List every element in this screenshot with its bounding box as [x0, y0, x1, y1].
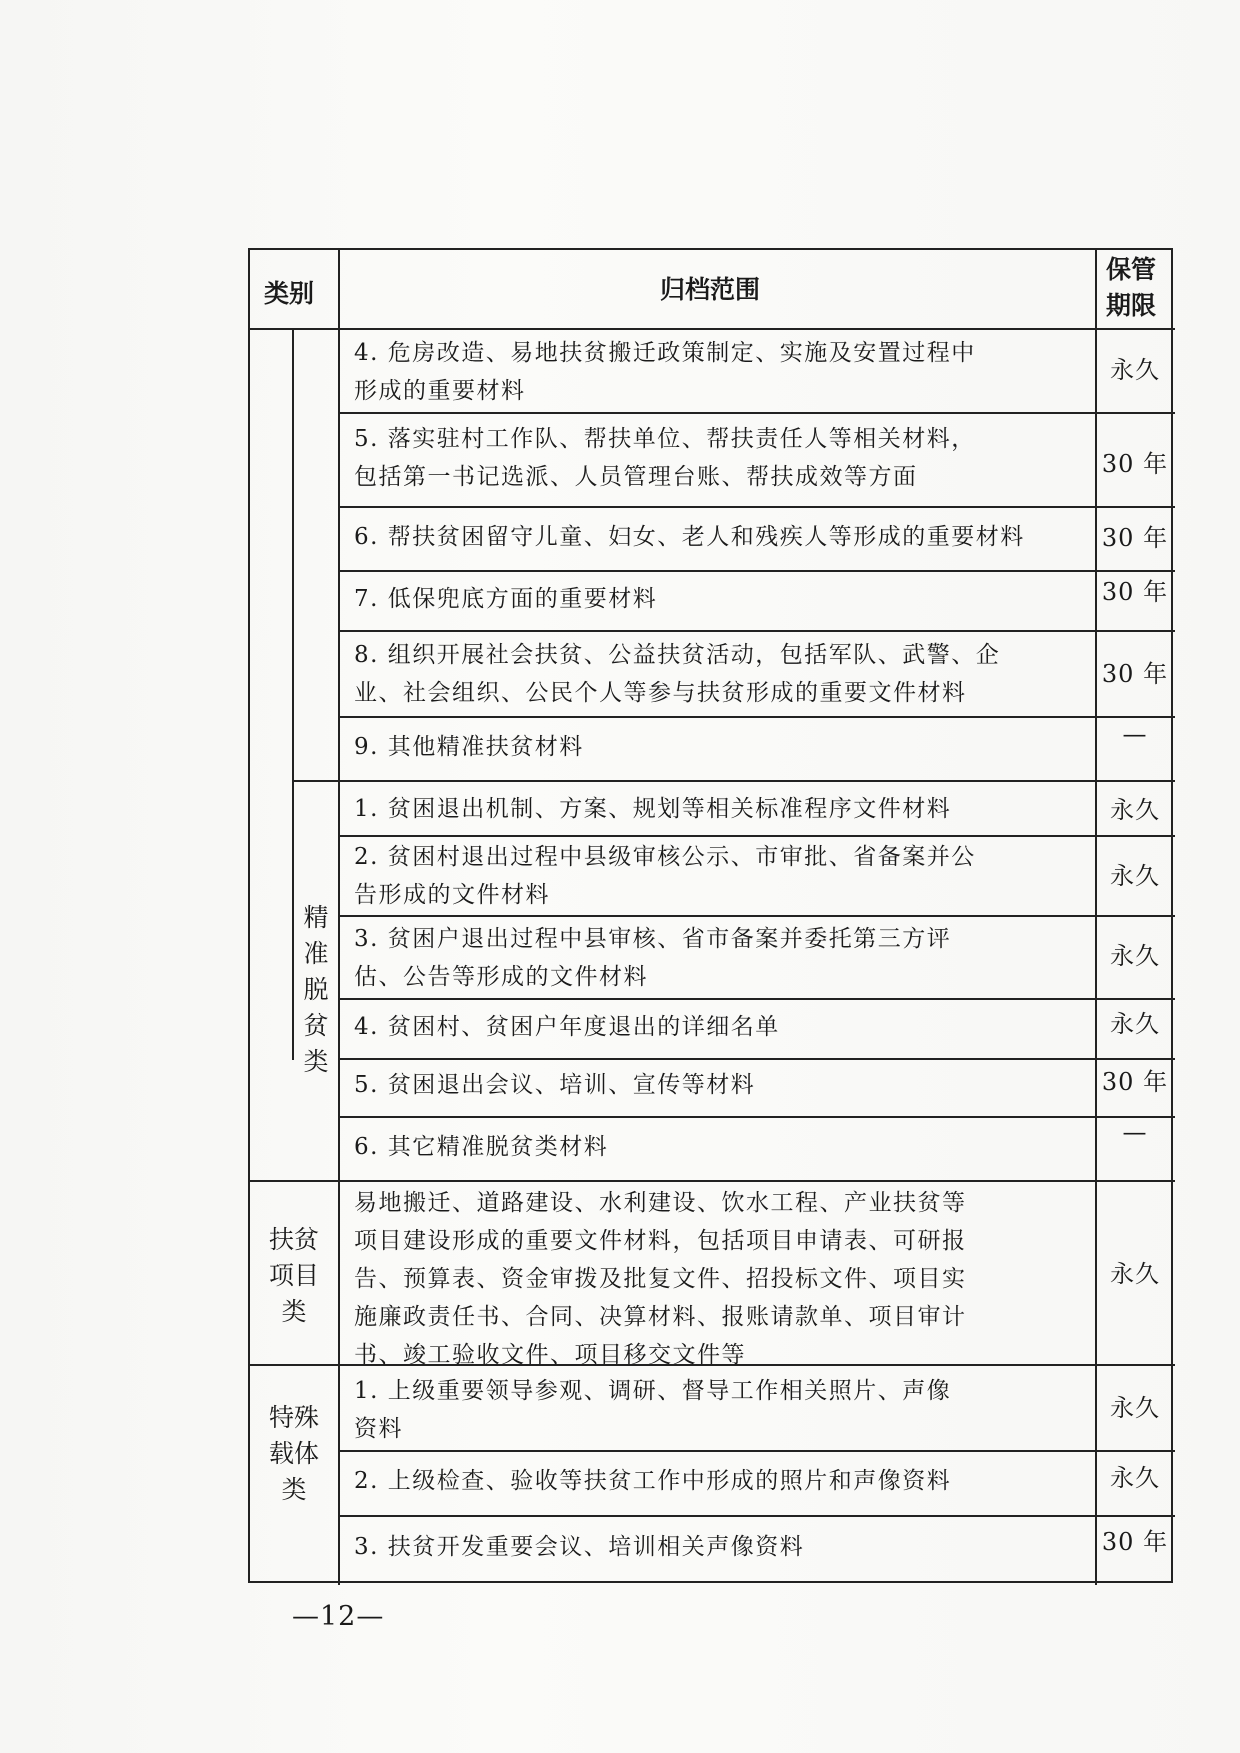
row-s1-r1 [354, 334, 976, 410]
row-divider [338, 1515, 1175, 1517]
row-divider [338, 1058, 1175, 1060]
row-s2-r3 [354, 920, 951, 996]
label-line: 项目 [268, 1261, 319, 1290]
row-s1-r2 [354, 420, 976, 496]
label-char: 贫 [303, 1011, 329, 1040]
row-divider [338, 835, 1175, 837]
term-s1-r2: 30 年 [1101, 450, 1169, 478]
term-s1-r3: 30 年 [1101, 524, 1169, 552]
row-s2-r2 [354, 838, 976, 914]
row-divider [338, 998, 1175, 1000]
row-s2-r6: 6. 其它精准脱贫类材料 [354, 1134, 609, 1160]
row-divider [338, 506, 1175, 508]
row-divider [338, 630, 1175, 632]
term-s2-r5: 30 年 [1101, 1068, 1169, 1096]
term-s1-r6: — [1122, 720, 1148, 748]
row-text-line1: 3. 贫困户退出过程中县审核、省市备案并委托第三方评 [354, 926, 952, 952]
row-divider [338, 915, 1175, 917]
row-divider [338, 1116, 1175, 1118]
row-s4-r3: 3. 扶贫开发重要会议、培训相关声像资料 [354, 1534, 805, 1560]
label-char: 准 [303, 939, 329, 968]
page-number: —12— [292, 1601, 385, 1632]
term-s1-r5: 30 年 [1101, 660, 1169, 688]
category-label-poverty-projects [250, 1222, 338, 1330]
bleed-through-mark [560, 8, 880, 22]
row-s4-r1 [354, 1372, 951, 1448]
row-text-line2: 估、公告等形成的文件材料 [354, 964, 648, 990]
label-line: 类 [281, 1297, 307, 1326]
row-s1-r4: 7. 低保兜底方面的重要材料 [354, 586, 658, 612]
row-text-line1: 1. 上级重要领导参观、调研、督导工作相关照片、声像 [354, 1378, 952, 1404]
row-s2-r5: 5. 贫困退出会议、培训、宣传等材料 [354, 1072, 756, 1098]
term-s3-r1: 永久 [1110, 1260, 1160, 1288]
term-s4-r1: 永久 [1110, 1394, 1160, 1422]
label-line: 特殊 [268, 1403, 319, 1432]
row-divider [338, 570, 1175, 572]
row-s1-r5 [354, 636, 1000, 712]
row-text-line2: 包括第一书记选派、人员管理台账、帮扶成效等方面 [354, 464, 918, 490]
category-label-precise-poverty-exit [294, 900, 338, 1080]
row-text-line1: 5. 落实驻村工作队、帮扶单位、帮扶责任人等相关材料， [354, 426, 976, 452]
row-s2-r4: 4. 贫困村、贫困户年度退出的详细名单 [354, 1014, 780, 1040]
row-text-line1: 2. 贫困村退出过程中县级审核公示、市审批、省备案并公 [354, 844, 976, 870]
header-term-line2: 期限 [1106, 291, 1157, 320]
row-text-line2: 形成的重要材料 [354, 378, 526, 404]
row-divider [338, 412, 1175, 414]
term-s4-r2: 永久 [1110, 1464, 1160, 1492]
section-divider [250, 1180, 1175, 1182]
label-char: 类 [303, 1047, 329, 1076]
term-s1-r1: 永久 [1110, 356, 1160, 384]
header-category: 类别 [264, 279, 315, 308]
term-s2-r1: 永久 [1110, 796, 1160, 824]
row-divider [338, 1450, 1175, 1452]
row-text-line4: 施廉政责任书、合同、决算材料、报账请款单、项目审计 [354, 1304, 967, 1330]
row-divider [338, 716, 1175, 718]
header-term [1106, 252, 1156, 324]
label-line: 扶贫 [268, 1225, 319, 1254]
row-s4-r2: 2. 上级检查、验收等扶贫工作中形成的照片和声像资料 [354, 1468, 952, 1494]
label-line: 载体 [268, 1439, 319, 1468]
section-divider [292, 780, 1175, 782]
header-scope: 归档范围 [660, 275, 761, 304]
label-char: 精 [303, 903, 329, 932]
row-text-line2: 资料 [354, 1416, 403, 1442]
term-s4-r3: 30 年 [1101, 1528, 1169, 1556]
row-text-line2: 业、社会组织、公民个人等参与扶贫形成的重要文件材料 [354, 680, 967, 706]
row-s2-r1: 1. 贫困退出机制、方案、规划等相关标准程序文件材料 [354, 796, 952, 822]
row-text-line5: 书、竣工验收文件、项目移交文件等 [354, 1342, 746, 1368]
term-s2-r2: 永久 [1110, 862, 1160, 890]
term-s1-r4: 30 年 [1101, 578, 1169, 606]
archive-scope-table [248, 248, 1173, 1583]
col-divider-category [338, 250, 340, 1585]
header-divider [250, 328, 1175, 330]
header-term-line1: 保管 [1106, 255, 1157, 284]
row-s3-r1 [354, 1184, 967, 1374]
row-text-line1: 4. 危房改造、易地扶贫搬迁政策制定、实施及安置过程中 [354, 340, 976, 366]
row-text-line3: 告、预算表、资金审拨及批复文件、招投标文件、项目实 [354, 1266, 967, 1292]
row-s1-r6: 9. 其他精准扶贫材料 [354, 734, 584, 760]
row-text-line2: 项目建设形成的重要文件材料，包括项目申请表、可研报 [354, 1228, 967, 1254]
row-text-line1: 易地搬迁、道路建设、水利建设、饮水工程、产业扶贫等 [354, 1190, 967, 1216]
term-s2-r6: — [1122, 1118, 1148, 1146]
category-label-special-media [250, 1400, 338, 1508]
row-s1-r3: 6. 帮扶贫困留守儿童、妇女、老人和残疾人等形成的重要材料 [354, 524, 1025, 550]
label-line: 类 [281, 1475, 307, 1504]
row-text-line2: 告形成的文件材料 [354, 882, 550, 908]
label-char: 脱 [303, 975, 329, 1004]
row-text-line1: 8. 组织开展社会扶贫、公益扶贫活动，包括军队、武警、企 [354, 642, 1001, 668]
term-s2-r4: 永久 [1110, 1010, 1160, 1038]
term-s2-r3: 永久 [1110, 942, 1160, 970]
